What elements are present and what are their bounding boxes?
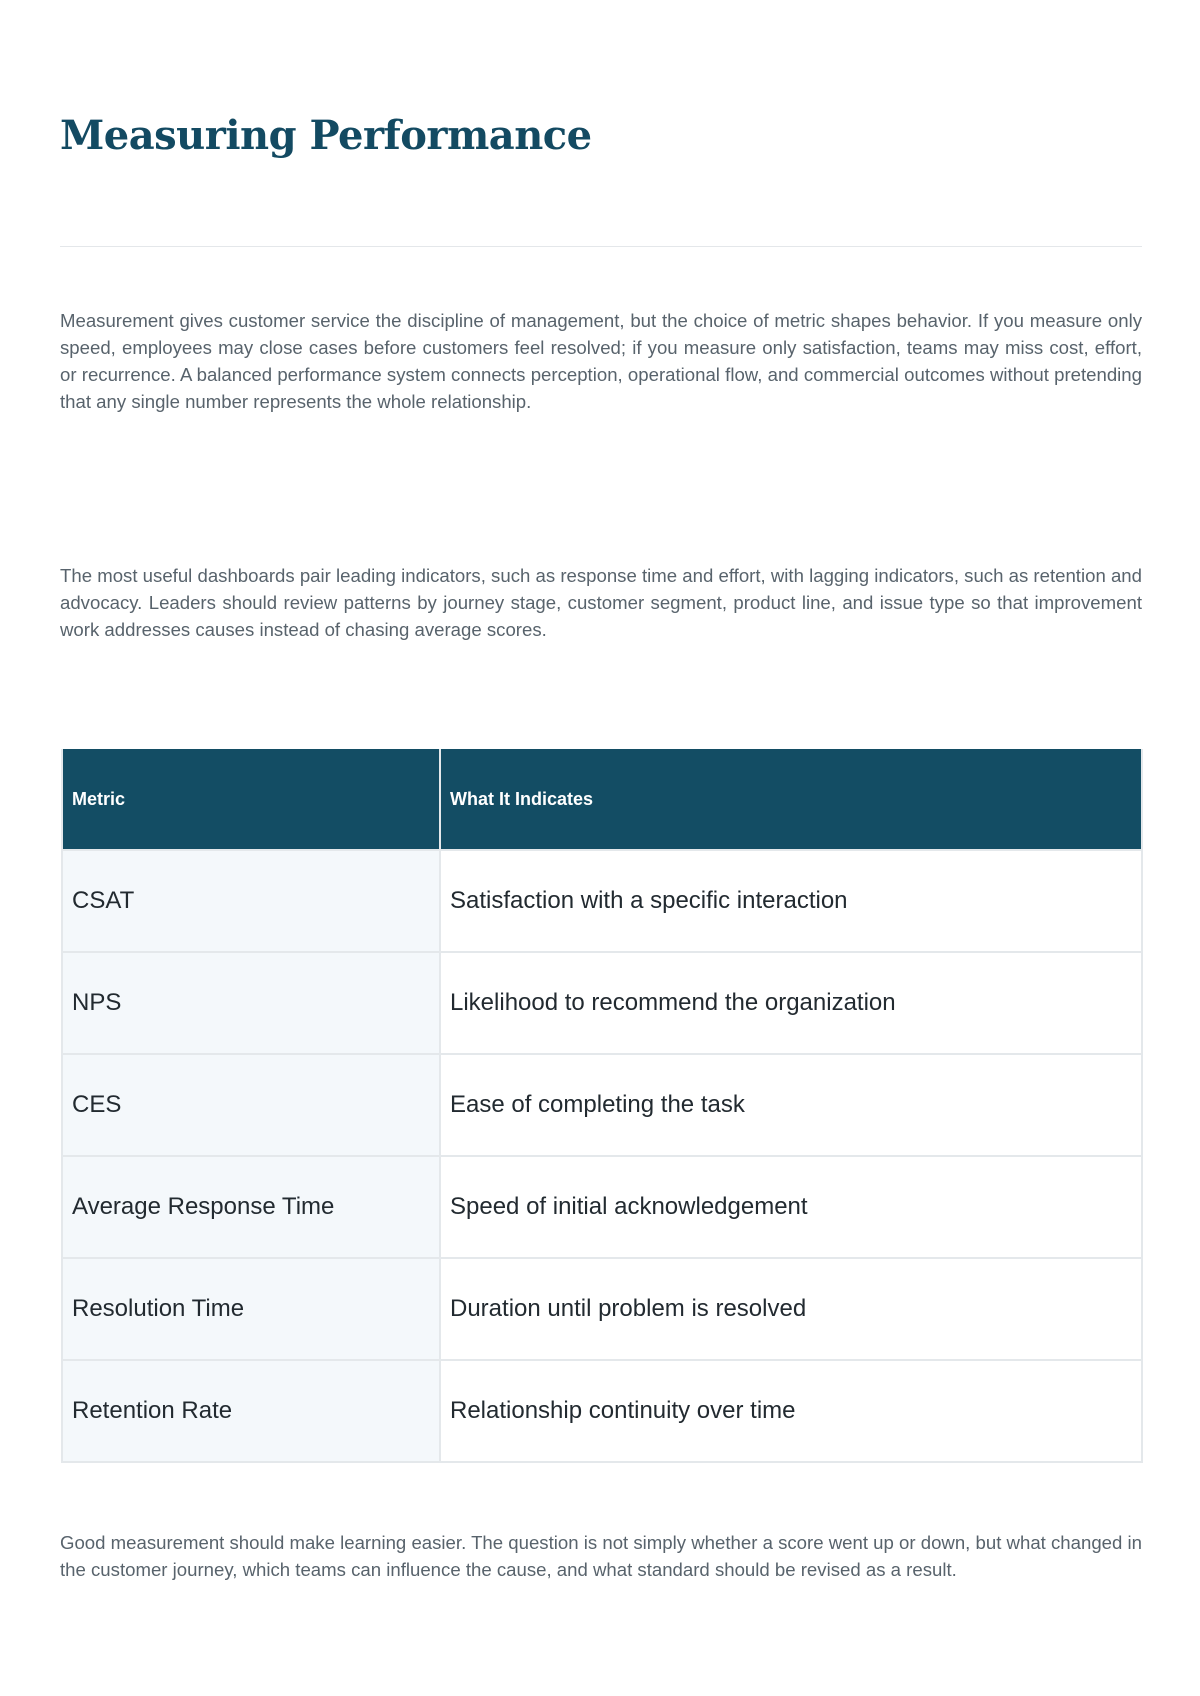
dashboard-paragraph: The most useful dashboards pair leading indicators, such as response time and effort, with lagging indicators, such as retention and advocacy. Leaders should review patterns by journey stage, customer segment, product line, and issue type so that improvement work addresses causes instead of chasing average scores. [60,565,1142,640]
column-header-metric: Metric [62,749,440,850]
metric-cell: NPS [62,952,440,1054]
indication-cell: Duration until problem is resolved [440,1258,1142,1360]
column-header-what-it-indicates: What It Indicates [440,749,1142,850]
metrics-table [61,749,1143,1463]
indication-cell: Likelihood to recommend the organization [440,952,1142,1054]
table-row [62,1156,1142,1258]
metric-cell: Retention Rate [62,1360,440,1462]
indication-cell: Relationship continuity over time [440,1360,1142,1462]
metric-cell: Resolution Time [62,1258,440,1360]
intro-paragraph: Measurement gives customer service the discipline of management, but the choice of metric shapes behavior. If you measure only speed, employees may close cases before customers feel resolved; if you measure only satisfaction, teams may miss cost, effort, or recurrence. A balanced performance system connects perception, operational flow, and commercial outcomes without pretending that any single number represents the whole relationship. [60,310,1142,412]
divider [60,246,1142,247]
indication-cell: Satisfaction with a specific interaction [440,850,1142,952]
page-title: Measuring Performance [60,112,592,159]
table-row [62,1360,1142,1462]
table-row [62,850,1142,952]
closing-paragraph: Good measurement should make learning easier. The question is not simply whether a score went up or down, but what changed in the customer journey, which teams can influence the cause, and what standard should be revised as a result. [60,1532,1142,1580]
table-row [62,1258,1142,1360]
metric-cell: CES [62,1054,440,1156]
indication-cell: Speed of initial acknowledgement [440,1156,1142,1258]
table-header-row [62,749,1142,850]
metric-cell: Average Response Time [62,1156,440,1258]
table-row [62,1054,1142,1156]
indication-cell: Ease of completing the task [440,1054,1142,1156]
metric-cell: CSAT [62,850,440,952]
table-row [62,952,1142,1054]
